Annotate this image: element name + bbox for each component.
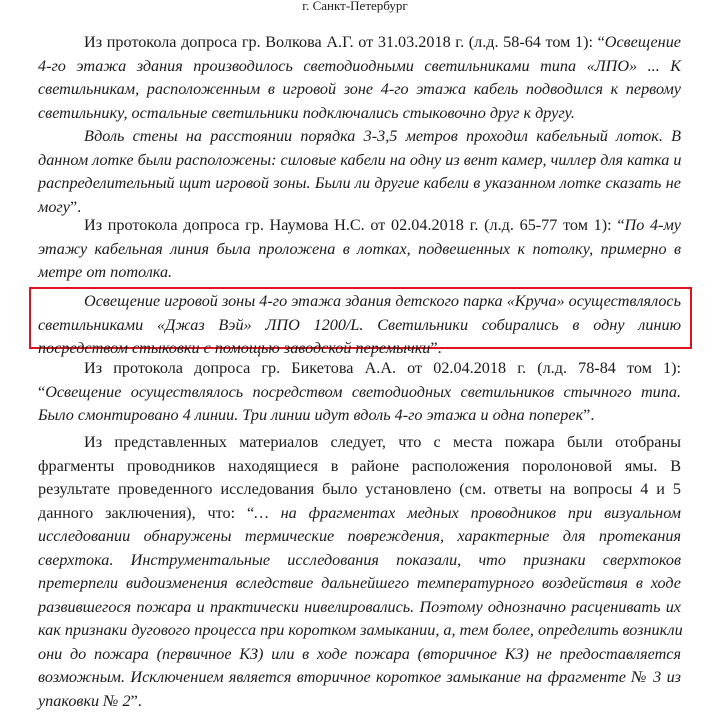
text-line: они до пожара (первичное КЗ) или в ходе пожара (вторичное КЗ) не предоставляется (38, 643, 681, 667)
text-line: Освещение игровой зоны 4-го этажа здания детского парка «Круча» осуществлялось (38, 290, 681, 314)
text-line: посредством стыковки с помощью заводской перемычки”. (38, 337, 681, 361)
text-line: данном лотке были расположены: силовые кабели на одну из вент камер, чиллер для катка и (38, 149, 681, 173)
text-line: Из протокола допроса гр. Волкова А.Г. от 31.03.2018 г. (л.д. 58-64 том 1): “Освещение (38, 31, 681, 55)
text-line: могу”. (38, 196, 681, 220)
text-line: сверхтока. Инструментальные исследования показали, что признаки сверхтоков (38, 549, 681, 573)
text-line: метре от потолка. (38, 261, 681, 285)
paragraph-naumov (38, 214, 681, 285)
text-line: данного заключения), что: “… на фрагментах медных проводников при визуальном (38, 502, 681, 526)
text-line: возможным. Исключением является вторичное короткое замыкание на фрагменте № 3 из (38, 666, 681, 690)
text-line: исследовании обнаружены термические повреждения, характерные для протекания (38, 525, 681, 549)
text-line: претерпели видоизменения вследствие дальнейшего температурного воздействия в ходе (38, 572, 681, 596)
text-line: Вдоль стены на расстоянии порядка 3-3,5 метров проходил кабельный лоток. В (38, 125, 681, 149)
paragraph-highlighted-quote (38, 290, 681, 361)
paragraph-conclusion (38, 431, 681, 713)
text-line: развившегося пожара и практически нивелировались. Поэтому однозначно расценивать их (38, 596, 681, 620)
text-line: светильниками «Джаз Вэй» ЛПО 1200/L. Светильники собирались в одну линию (38, 314, 681, 338)
text-line: 4-го этажа здания производилось светодиодными светильниками типа «ЛПО» ... К (38, 55, 681, 79)
text-line: этажу кабельная линия была проложена в лотках, подвешенных к потолку, примерно в (38, 238, 681, 262)
text-line: Из представленных материалов следует, что с места пожара были отобраны (38, 431, 681, 455)
text-line: Было смонтировано 4 линии. Три линии идут вдоль 4-го этажа и одна поперек”. (38, 404, 681, 428)
paragraph-cable-tray (38, 125, 681, 219)
text-line: фрагменты проводников находящиеся в районе расположения поролоновой ямы. В (38, 455, 681, 479)
text-line: результате проведенного исследования было установлено (см. ответы на вопросы 4 и 5 (38, 478, 681, 502)
paragraph-volkov (38, 31, 681, 125)
text-line: светильникам, расположенным в игровой зоне 4-го этажа кабель подводился к первому (38, 78, 681, 102)
text-line: распределительный щит игровой зоны. Были ли другие кабели в указанном лотке сказать не (38, 172, 681, 196)
text-line: светильнику, остальные светильники подключались стыковочно друг к другу. (38, 102, 681, 126)
city-header: г. Санкт-Петербург (0, 0, 710, 14)
paragraph-biketov (38, 357, 681, 428)
text-line: как признаки дугового процесса при коротком замыкании, а, тем более, определить возникли (38, 619, 681, 643)
text-line: “Освещение осуществлялось посредством светодиодных светильников стычного типа. (38, 381, 681, 405)
text-line: упаковки № 2”. (38, 690, 681, 713)
text-line: Из протокола допроса гр. Бикетова А.А. от 02.04.2018 г. (л.д. 78-84 том 1): (38, 357, 681, 381)
text-line: Из протокола допроса гр. Наумова Н.С. от 02.04.2018 г. (л.д. 65-77 том 1): “По 4-му (38, 214, 681, 238)
